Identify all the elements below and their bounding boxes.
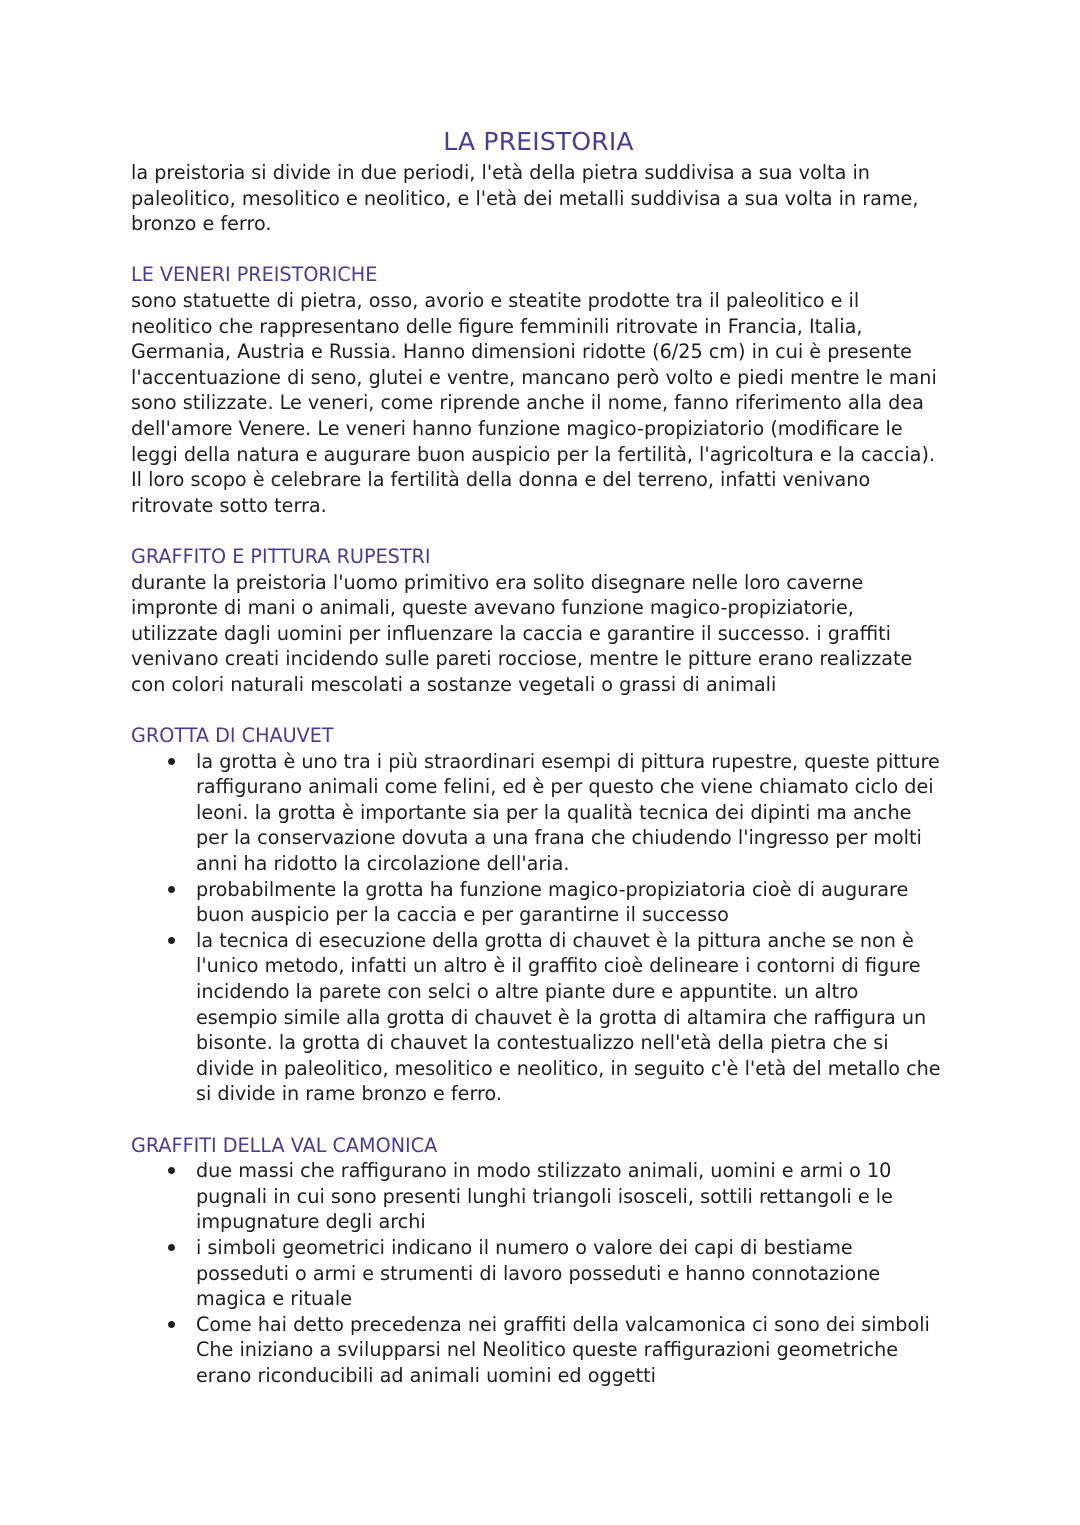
- section-graffito-pittura: [131, 544, 946, 698]
- list-item: Come hai detto precedenza nei graffiti della valcamonica ci sono dei simboli Che iniziano a svilupparsi nel Neolitico queste raffigurazioni geometriche erano riconducibili ad animali uomini ed oggetti: [131, 1312, 946, 1389]
- list-item: probabilmente la grotta ha funzione magico-propiziatoria cioè di augurare buon auspicio per la caccia e per garantirne il successo: [131, 877, 946, 928]
- document-page: [131, 126, 946, 1389]
- section-text-graffito-pittura: durante la preistoria l'uomo primitivo era solito disegnare nelle loro caverne impronte di mani o animali, queste avevano funzione magico-propiziatorie, utilizzate dagli uomini per influenzare la caccia e garantire il successo. i graffiti venivano creati incidendo sulle pareti rocciose, mentre le pitture erano realizzate con colori naturali mescolati a sostanze vegetali o grassi di animali: [131, 570, 913, 696]
- section-heading-grotta-chauvet: GROTTA DI CHAUVET: [131, 724, 334, 748]
- intro-paragraph: la preistoria si divide in due periodi, l'età della pietra suddivisa a sua volta in paleolitico, mesolitico e neolitico, e l'età dei metalli suddivisa a sua volta in rame, bronzo e ferro.: [131, 161, 919, 236]
- bullet-list-val-camonica: [131, 1158, 946, 1388]
- section-heading-graffito-pittura: GRAFFITO E PITTURA RUPESTRI: [131, 544, 431, 568]
- list-item: i simboli geometrici indicano il numero o valore dei capi di bestiame posseduti o armi e strumenti di lavoro posseduti e hanno connotazione magica e rituale: [131, 1235, 946, 1312]
- list-item: due massi che raffigurano in modo stilizzato animali, uomini e armi o 10 pugnali in cui sono presenti lunghi triangoli isosceli, sottili rettangoli e le impugnature degli archi: [131, 1158, 946, 1235]
- section-heading-veneri: LE VENERI PREISTORICHE: [131, 263, 378, 287]
- list-item: la grotta è uno tra i più straordinari esempi di pittura rupestre, queste pitture raffigurano animali come felini, ed è per questo che viene chiamato ciclo dei leoni. la grotta è importante sia per la qualità tecnica dei dipinti ma anche per la conservazione dovuta a una frana che chiudendo l'ingresso per molti anni ha ridotto la circolazione dell'aria.: [131, 749, 946, 877]
- bullet-list-chauvet: [131, 749, 946, 1107]
- section-text-veneri: sono statuette di pietra, osso, avorio e steatite prodotte tra il paleolitico e il neolitico che rappresentano delle figure femminili ritrovate in Francia, Italia, Germania, Austria e Russia. Hanno dimensioni ridotte (6/25 cm) in cui è presente l'accentuazione di seno, glutei e ventre, mancano però volto e piedi mentre le mani sono stilizzate. Le veneri, come riprende anche il nome, fanno riferimento alla dea dell'amore Venere. Le veneri hanno funzione magico-propiziatorio (modificare le leggi della natura e augurare buon auspicio per la fertilità, l'agricoltura e la caccia). Il loro scopo è celebrare la fertilità della donna e del terreno, infatti venivano ritrovate sotto terra.: [131, 288, 937, 517]
- list-item: la tecnica di esecuzione della grotta di chauvet è la pittura anche se non è l'unico metodo, infatti un altro è il graffito cioè delineare i contorni di figure incidendo la parete con selci o altre piante dure e appuntite. un altro esempio simile alla grotta di chauvet è la grotta di altamira che raffigura un bisonte. la grotta di chauvet la contestualizzo nell'età della pietra che si divide in paleolitico, mesolitico e neolitico, in seguito c'è l'età del metallo che si divide in rame bronzo e ferro.: [131, 928, 946, 1107]
- section-heading-val-camonica: GRAFFITI DELLA VAL CAMONICA: [131, 1133, 438, 1157]
- section-val-camonica: [131, 1133, 946, 1389]
- page-title: LA PREISTORIA: [443, 127, 634, 156]
- section-veneri: [131, 262, 946, 518]
- section-grotta-chauvet: [131, 723, 946, 1107]
